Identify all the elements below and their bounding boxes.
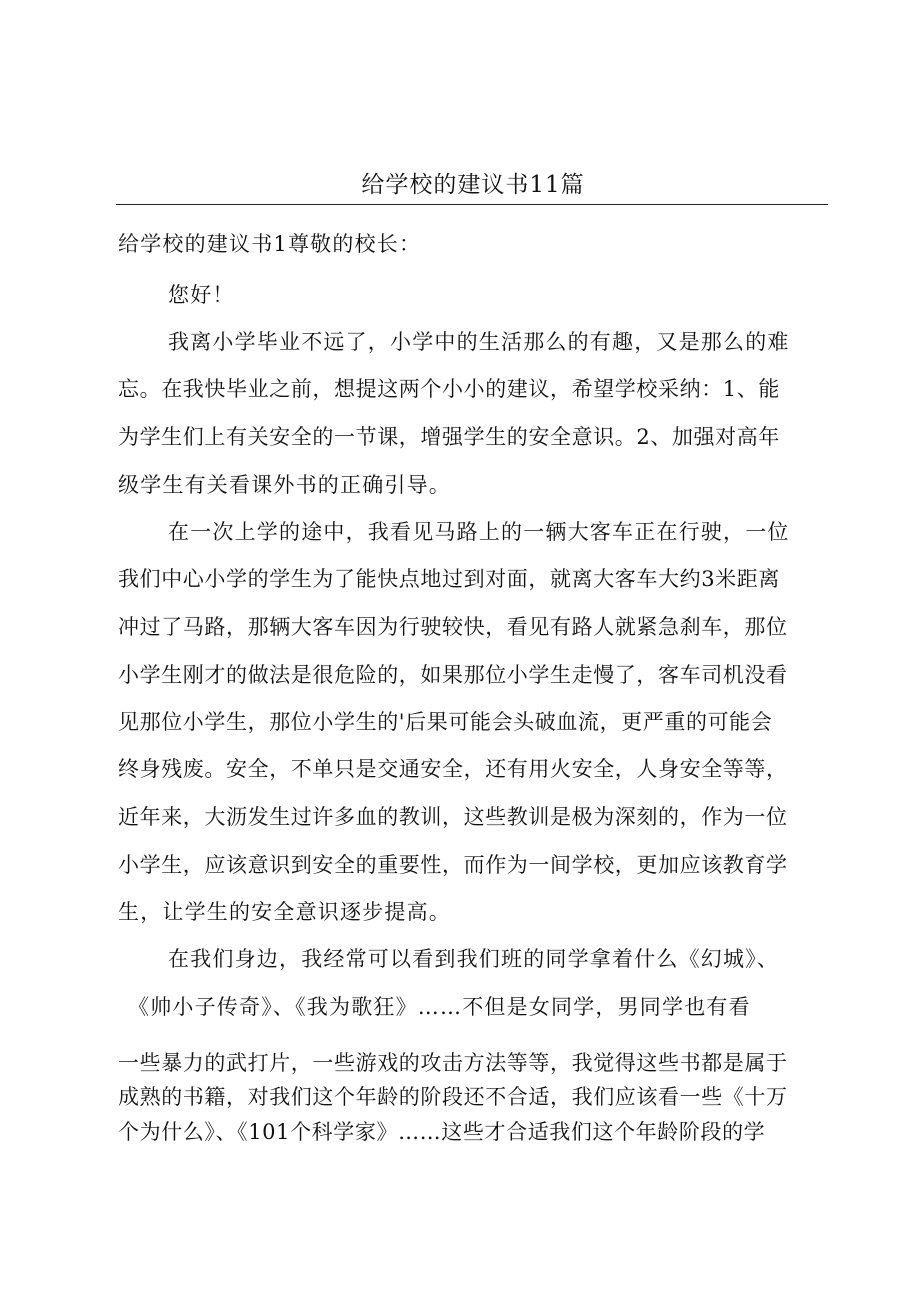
- paragraph-line: 我们中心小学的学生为了能快点地过到对面，就离大客车大约3米距离: [118, 567, 780, 591]
- paragraph-line: 个为什么》、《101个科学家》……这些才合适我们这个年龄阶段的学: [118, 1120, 766, 1144]
- paragraph-line: 为学生们上有关安全的一节课，增强学生的安全意识。2、加强对高年: [118, 425, 780, 449]
- paragraph-line: 生，让学生的安全意识逐步提高。: [118, 900, 451, 924]
- paragraph-line: 我离小学毕业不远了，小学中的生活那么的有趣，又是那么的难: [168, 330, 790, 354]
- paragraph-line: 近年来，大沥发生过许多血的教训，这些教训是极为深刻的，作为一位: [118, 805, 788, 829]
- paragraph-line: 成熟的书籍，对我们这个年龄的阶段还不合适，我们应该看一些《十万: [118, 1085, 788, 1109]
- paragraph-line: 《帅小子传奇》、《我为歌狂》……不但是女同学，男同学也有看: [128, 995, 751, 1019]
- paragraph-line: 级学生有关看课外书的正确引导。: [118, 473, 451, 497]
- heading-line: 给学校的建议书1尊敬的校长：: [118, 232, 422, 256]
- paragraph-line: 在我们身边，我经常可以看到我们班的同学拿着什么《幻城》、: [168, 947, 780, 971]
- paragraph-line: 一些暴力的武打片，一些游戏的攻击方法等等，我觉得这些书都是属于: [118, 1051, 788, 1075]
- paragraph-line: 忘。在我快毕业之前，想提这两个小小的建议，希望学校采纳：1、能: [118, 377, 780, 401]
- paragraph-line: 冲过了马路，那辆大客车因为行驶较快，看见有路人就紧急刹车，那位: [118, 615, 788, 639]
- paragraph-line: 小学生，应该意识到安全的重要性，而作为一间学校，更加应该教育学: [118, 853, 788, 877]
- greeting-line: 您好！: [168, 283, 235, 307]
- paragraph-line: 小学生刚才的做法是很危险的，如果那位小学生走慢了，客车司机没看: [118, 663, 788, 687]
- document-title: 给学校的建议书11篇: [361, 172, 585, 198]
- paragraph-line: 见那位小学生，那位小学生的'后果可能会头破血流，更严重的可能会: [118, 710, 773, 734]
- paragraph-line: 在一次上学的途中，我看见马路上的一辆大客车正在行驶，一位: [168, 520, 790, 544]
- title-underline: [116, 204, 828, 205]
- paragraph-line: 终身残废。安全，不单只是交通安全，还有用火安全，人身安全等等，: [118, 757, 788, 781]
